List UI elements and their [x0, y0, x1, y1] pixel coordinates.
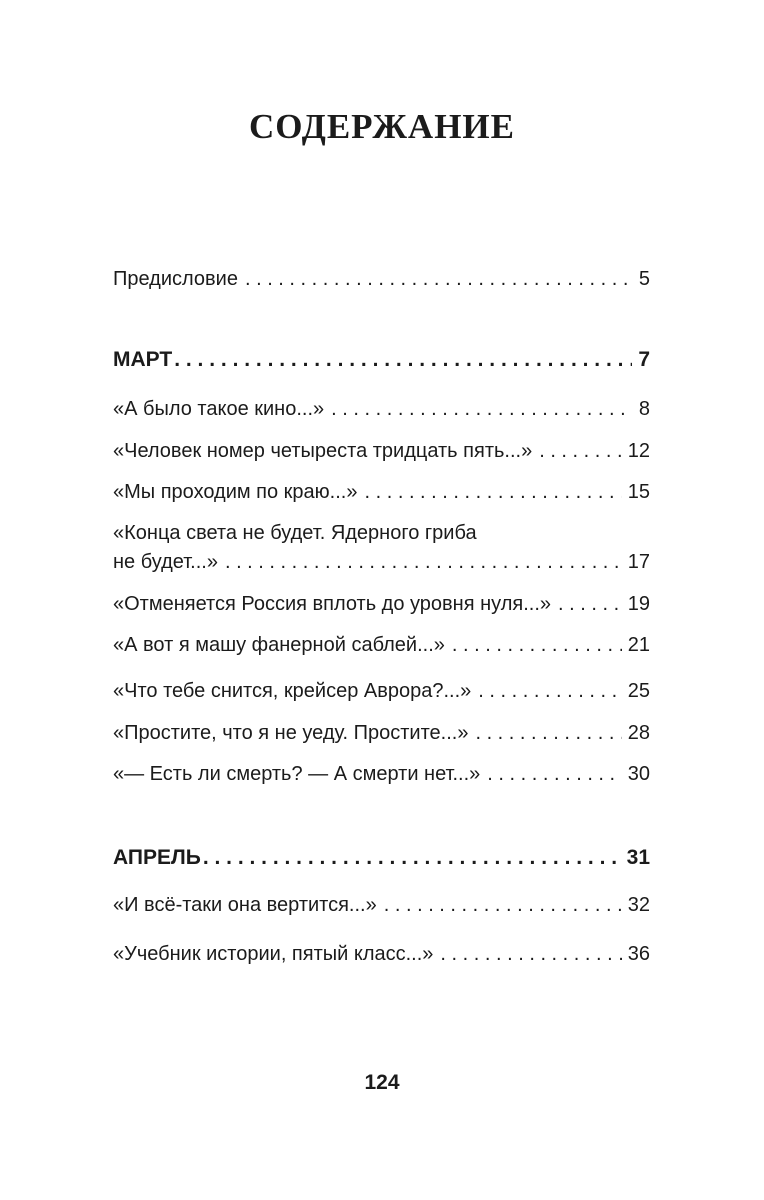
dot-leader: [203, 843, 621, 872]
toc-entry-label-continued: не будет...»: [113, 551, 218, 573]
dot-leader: [384, 891, 622, 920]
toc-entry[interactable]: [113, 891, 650, 920]
dot-leader: [475, 719, 621, 748]
toc-entry[interactable]: [113, 590, 650, 619]
toc-section-label: АПРЕЛЬ: [113, 846, 201, 869]
toc-entry-label: «Мы проходим по краю...»: [113, 481, 358, 503]
toc-entry-page: 36: [627, 943, 650, 965]
toc-section-april[interactable]: [113, 843, 650, 872]
toc-section-march[interactable]: [113, 345, 650, 374]
toc-entry-page: 21: [627, 634, 650, 656]
dot-leader: [245, 265, 633, 294]
toc-entry[interactable]: [113, 940, 650, 969]
toc-entry[interactable]: [113, 760, 650, 789]
dot-leader: [440, 940, 621, 969]
toc-entry-page: 8: [638, 398, 650, 420]
toc-entry[interactable]: [113, 631, 650, 660]
toc-entry-page: 17: [627, 551, 650, 573]
dot-leader: [225, 548, 622, 577]
toc-section-label: МАРТ: [113, 348, 173, 371]
toc-entry-label: «А было такое кино...»: [113, 398, 325, 420]
toc-section-page: 7: [638, 348, 650, 371]
toc-entry-label: «— Есть ли смерть? — А смерти нет...»: [113, 763, 481, 785]
toc-entry-page: 25: [627, 680, 650, 702]
dot-leader: [331, 395, 633, 424]
toc-entry-page: 5: [638, 268, 650, 290]
toc-entry[interactable]: [113, 519, 650, 577]
toc-entry[interactable]: [113, 437, 650, 466]
toc-entry-page: 12: [627, 440, 650, 462]
toc-entry-preface[interactable]: [113, 265, 650, 294]
toc-entry-label: «Простите, что я не уеду. Простите...»: [113, 722, 469, 744]
toc-entry-label: «Учебник истории, пятый класс...»: [113, 943, 434, 965]
toc-entry[interactable]: [113, 677, 650, 706]
dot-leader: [478, 677, 621, 706]
toc-entry-label: Предисловие: [113, 268, 238, 290]
toc-entry-page: 32: [627, 894, 650, 916]
dot-leader: [558, 590, 622, 619]
toc-entry-label: «Отменяется Россия вплоть до уровня нуля...»: [113, 593, 552, 615]
page-title: СОДЕРЖАНИЕ: [248, 107, 515, 146]
dot-leader: [487, 760, 621, 789]
page-number: 124: [364, 1071, 400, 1094]
toc-entry-second-line: [113, 548, 650, 577]
toc-entry-page: 15: [627, 481, 650, 503]
toc-entry-label: «Человек номер четыреста тридцать пять...»: [113, 440, 533, 462]
toc-entry-label: «А вот я машу фанерной саблей...»: [113, 634, 445, 656]
toc-section-page: 31: [626, 846, 650, 869]
toc-entry[interactable]: [113, 719, 650, 748]
toc-entry-label: «Конца света не будет. Ядерного гриба: [113, 522, 477, 544]
dot-leader: [364, 478, 621, 507]
toc-entry-page: 28: [627, 722, 650, 744]
dot-leader: [174, 345, 632, 374]
dot-leader: [539, 437, 622, 466]
toc-entry-page: 30: [627, 763, 650, 785]
toc-entry[interactable]: [113, 478, 650, 507]
toc-entry-label: «Что тебе снится, крейсер Аврора?...»: [113, 680, 472, 702]
toc-entry-page: 19: [627, 593, 650, 615]
dot-leader: [452, 631, 622, 660]
toc-entry[interactable]: [113, 395, 650, 424]
toc-entry-label: «И всё-таки она вертится...»: [113, 894, 377, 916]
